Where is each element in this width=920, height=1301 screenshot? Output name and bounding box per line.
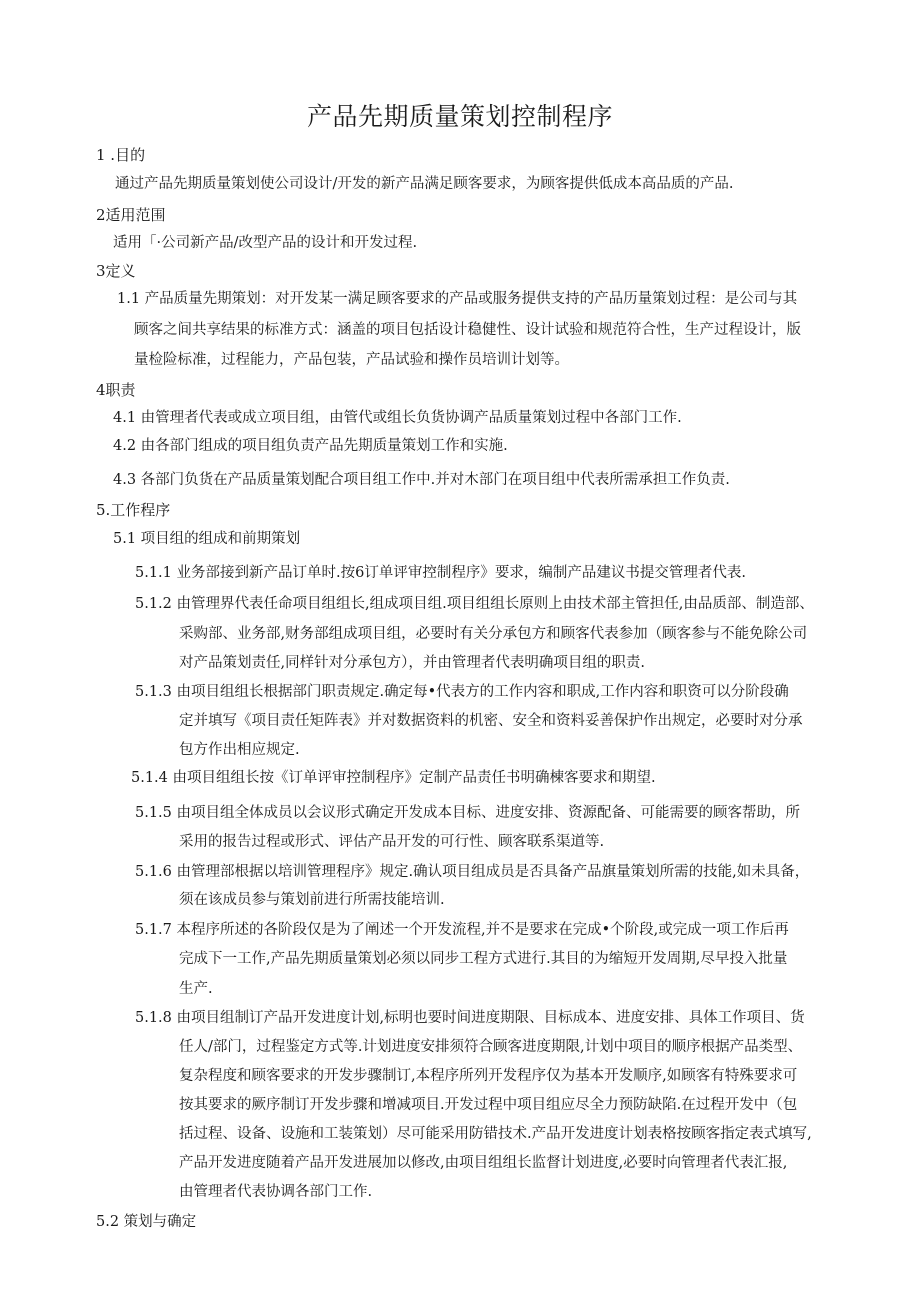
paragraph-line: 产品开发进度随着产品开发进展加以修改,由项目组组长监督计划进度,必要时向管理者代表汇报, <box>179 1155 788 1171</box>
paragraph-line: 复杂程度和顾客要求的开发步骤制订,本程序所列开发程序仅为基本开发顺序,如顾客有特殊要求可 <box>179 1068 798 1084</box>
paragraph-line: 对产品策划责任,同样针对分承包方），并由管理者代表明确项目组的职责. <box>179 655 645 671</box>
paragraph-line: 采购部、业务部,财务部组成项目组，必要时有关分承包方和顾客代表参加（顾客参与不能免除公司 <box>179 626 808 642</box>
section-4-heading: 4职责 <box>96 381 136 399</box>
paragraph-line: 任人/部门，过程鉴定方式等.计划进度安排须符合顾客进度期限,计划中项目的顺序根据产品类型、 <box>179 1039 803 1055</box>
paragraph-line: 由管理者代表协调各部门工作. <box>179 1184 373 1200</box>
paragraph-line: 生产. <box>179 981 213 997</box>
paragraph-line: 按其要求的厥序制订开发步骤和增减项目.开发过程中项目组应尽全力预防缺陷.在过程开发中（包 <box>179 1097 798 1113</box>
section-1-heading: 1 .目的 <box>96 146 146 164</box>
paragraph-line: 5.1.7 本程序所述的各阶段仅是为了阐述一个开发流程,并不是要求在完成•个阶段,或完成一项工作后再 <box>135 922 789 938</box>
paragraph-line: 须在该成员参与策划前进行所需技能培训. <box>179 892 445 908</box>
subsection-heading: 5.1 项目组的组成和前期策划 <box>113 531 301 547</box>
paragraph-line: 定并填写《项目责任矩阵表》并对数据资料的机密、安全和资料妥善保护作出规定，必要时对分承 <box>179 713 803 729</box>
paragraph-line: 采用的报告过程或形式、评估产品开发的可行性、顾客联系渠道等. <box>179 834 605 850</box>
paragraph-line: 4.2 由各部门组成的项目组负责产品先期质量策划工作和实施. <box>113 438 508 454</box>
section-5-heading: 5.工作程序 <box>96 501 171 519</box>
document-title: 产品先期质量策划控制程序 <box>306 102 613 131</box>
paragraph-line: 括过程、设备、设施和工装策划）尽可能采用防错技术.产品开发进度计划表格按顾客指定表式填写, <box>179 1126 812 1142</box>
paragraph-line: 5.1.8 由项目组制订产品开发进度计划,标明也要时间进度期限、目标成本、进度安排、具体工作项目、货 <box>135 1010 805 1026</box>
paragraph-line: 5.1.5 由项目组全体成员以会议形式确定开发成本目标、进度安排、资源配备、可能需要的顾客帮助，所 <box>135 805 800 821</box>
paragraph-line: 5.1.1 业务部接到新产品订单时.按6订单评审控制程序》要求，编制产品建议书提交管理者代表. <box>135 565 746 581</box>
paragraph-line: 4.3 各部门负货在产品质量策划配合项目组工作中.并对木部门在项目组中代表所需承担工作负责. <box>113 472 730 488</box>
paragraph-line: 完成下一工作,产品先期质量策划必须以同步工程方式进行.其目的为缩短开发周期,尽早投入批量 <box>179 951 788 967</box>
paragraph-line: 5.1.4 由项目组组长按《订单评审控制程序》定制产品责任书明确棟客要求和期望. <box>131 770 656 786</box>
section-2-heading: 2适用范围 <box>96 206 166 224</box>
paragraph-line: 顾客之间共享结果的标准方式：涵盖的项目包括设计稳健性、设计试验和规范符合性，生产过程设计，版 <box>134 322 801 338</box>
paragraph-line: 5.1.3 由项目组组长根据部门职责规定.确定每•代表方的工作内容和职成,工作内容和职资可以分阶段确 <box>135 684 789 700</box>
section-1-text: 通过产品先期质量策划使公司设计/开发的新产品满足顾客要求，为顾客提供低成本高品质的产品. <box>115 176 734 192</box>
paragraph-line: 量检险标准，过程能力，产品包装，产品试验和操作员培训计划等。 <box>134 352 569 368</box>
subsection-heading: 5.2 策划与确定 <box>96 1214 197 1230</box>
section-3-heading: 3定义 <box>96 262 136 280</box>
paragraph-line: 4.1 由管理者代表或成立项目组，由管代或组长负货协调产品质量策划过程中各部门工作. <box>113 410 682 426</box>
paragraph-line: 5.1.6 由管理部根据以培训管理程序》规定.确认项目组成员是否具备产品旗量策划所需的技能,如未具备， <box>135 864 810 880</box>
paragraph-line: 1.1 产品质量先期策划：对开发某一满足顾客要求的产品或服务提供支持的产品历量策划过程：是公司与其 <box>117 291 798 307</box>
paragraph-line: 包方作出相应规定. <box>179 742 300 758</box>
paragraph-line: 5.1.2 由管理界代表任命项目组组长,组成项目组.项目组组长原则上由技术部主管担任,由品质部、制造部、 <box>135 596 814 612</box>
section-2-text: 适用「·公司新产品/改型产品的设计和开发过程. <box>113 235 418 251</box>
